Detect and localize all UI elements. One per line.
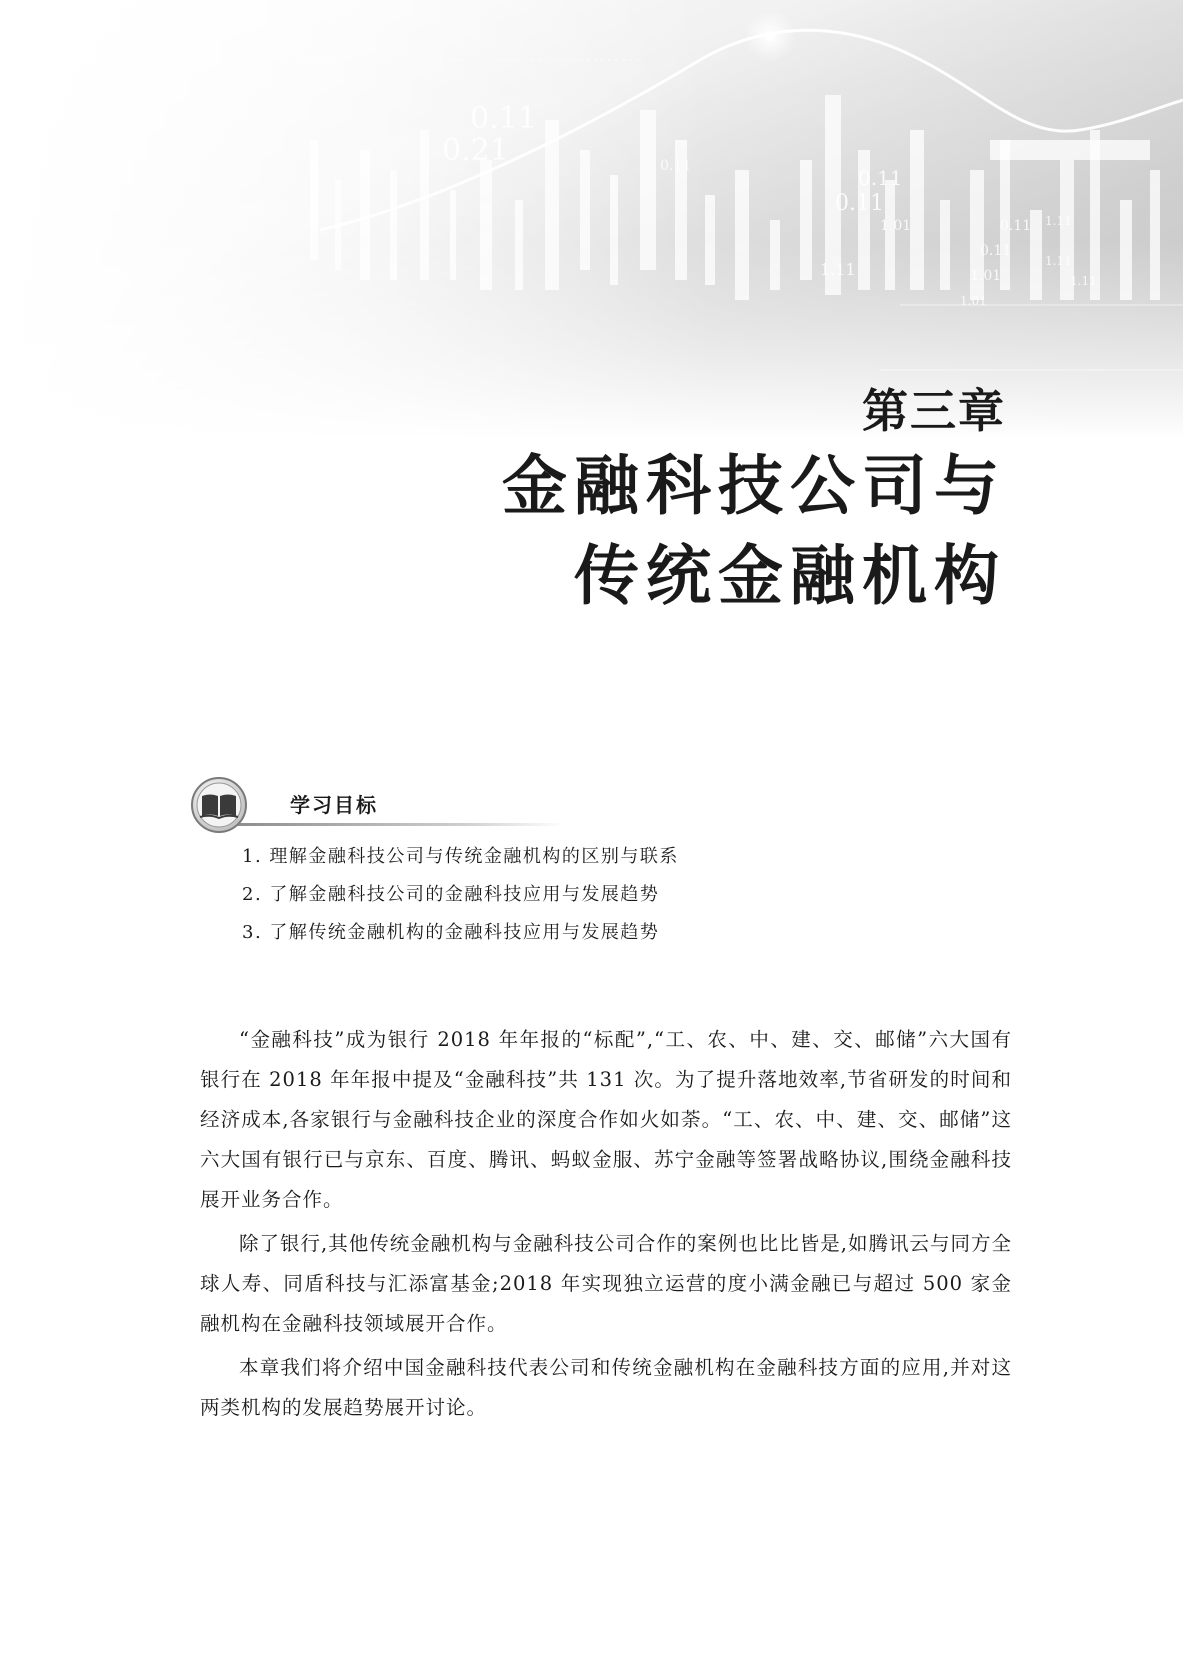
- chapter-number: 第三章: [862, 384, 1006, 438]
- objectives-title: 学习目标: [290, 793, 378, 817]
- objective-item: 1. 理解金融科技公司与传统金融机构的区别与联系: [242, 846, 679, 867]
- objective-item: 2. 了解金融科技公司的金融科技应用与发展趋势: [242, 884, 660, 905]
- objectives-list: [242, 838, 679, 952]
- financial-chart-background: [0, 0, 1183, 440]
- chapter-title-line: 传统金融机构: [573, 539, 1006, 614]
- chapter-title-line: 金融科技公司与: [501, 449, 1006, 524]
- paragraph: 除了银行,其他传统金融机构与金融科技公司合作的案例也比比皆是,如腾讯云与同方全球人寿、同盾科技与汇添富基金;2018 年实现独立运营的度小满金融已与超过 500 家金融机构在金融科技领域展开合作。: [200, 1232, 1012, 1335]
- section-rule: [230, 823, 565, 826]
- objective-item: 3. 了解传统金融机构的金融科技应用与发展趋势: [242, 922, 660, 943]
- chapter-banner: [0, 0, 1183, 440]
- chapter-title: [502, 442, 1006, 622]
- chapter-introduction: [200, 1020, 1012, 1432]
- paragraph: “金融科技”成为银行 2018 年年报的“标配”,“工、农、中、建、交、邮储”六大国有银行在 2018 年年报中提及“金融科技”共 131 次。为了提升落地效率,节省研发的时间和经济成本,各家银行与金融科技企业的深度合作如火如荼。“工、农、中、建、交、邮储”这六大国有银行已与京东、百度、腾讯、蚂蚁金服、苏宁金融等签署战略协议,围绕金融科技展开业务合作。: [200, 1028, 1012, 1211]
- page-edge: [1183, 0, 1203, 1675]
- book-icon: [190, 776, 248, 834]
- paragraph: 本章我们将介绍中国金融科技代表公司和传统金融机构在金融科技方面的应用,并对这两类机构的发展趋势展开讨论。: [200, 1356, 1012, 1419]
- learning-objectives-header: [190, 776, 520, 836]
